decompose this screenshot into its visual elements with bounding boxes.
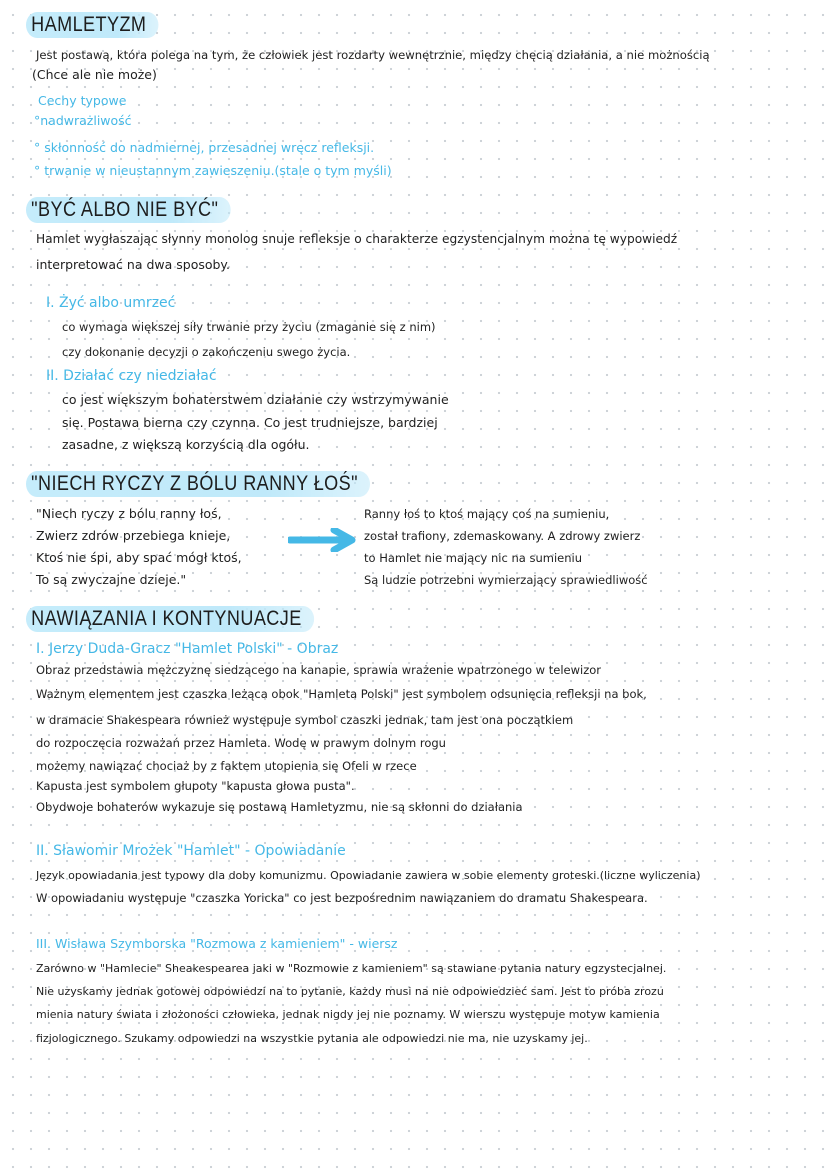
point-2-title: II. Działać czy niedziałać [46,368,217,384]
poem-line-4: To są zwyczajne dzieje." [36,572,187,587]
interpretation-line-4: Są ludzie potrzebni wymierzający sprawiedliwość [364,573,648,587]
section-1-line-2: Ważnym elementem jest czaszka leżąca obok "Hamleta Polski" jest symbolem odsunięcia refleksji na bok, [36,687,647,701]
byc-intro-line-1: Hamlet wygłaszając słynny monolog snuje refleksje o charakterze egzystencjalnym można tę wypowiedź [36,232,678,246]
point-2-line-1: co jest większym bohaterstwem działanie czy wstrzymywanie [62,392,449,407]
section-3-title: III. Wisława Szymborska "Rozmowa z kamieniem" - wiersz [36,936,398,951]
heading-niech-ryczy: "NIECH RYCZY Z BÓLU RANNY ŁOŚ" [26,471,370,497]
section-2-line-2: W opowiadaniu występuje "czaszka Yoricka" co jest bezpośrednim nawiązaniem do dramatu Shakespeara. [36,891,648,905]
heading-hamletyzm: HAMLETYZM [26,12,158,38]
interpretation-line-3: to Hamlet nie mający nic na sumieniu [364,551,583,565]
section-3-line-4: fizjologicznego. Szukamy odpowiedzi na wszystkie pytania ale odpowiedzi nie ma, nie uzyskamy jej. [36,1032,588,1045]
section-3-line-2: Nie uzyskamy jednak gotowej odpowiedzi na to pytanie, każdy musi na nie odpowiedzieć sam. Jest to próba zrozu [36,985,664,998]
section-1-title: I. Jerzy Duda-Gracz "Hamlet Polski" - Obraz [36,641,339,657]
features-title: Cechy typowe [38,93,127,108]
arrow-right-icon [288,528,358,552]
definition-line-2: (Chce ale nie może) [32,67,157,82]
poem-line-3: Ktoś nie śpi, aby spać mógł ktoś, [36,550,242,565]
feature-item-3: ° trwanie w nieustannym zawieszeniu.(stale o tym myśli) [34,163,392,178]
section-1-line-1: Obraz przedstawia mężczyznę siedzącego na kanapie, sprawia wrażenie wpatrzonego w telewizor [36,663,601,677]
point-1-line-1: co wymaga większej siły trwanie przy życiu (zmaganie się z nim) [62,320,436,334]
section-1-line-4: do rozpoczęcia rozważań przez Hamleta. Wodę w prawym dolnym rogu [36,736,446,750]
section-1-line-6: Kapusta jest symbolem głupoty "kapusta głowa pusta". [36,779,355,793]
heading-nawiazania: NAWIĄZANIA I KONTYNUACJE [26,606,314,632]
heading-byc-albo-nie-byc: "BYĆ ALBO NIE BYĆ" [26,197,230,223]
definition-line-1: Jest postawą, która polega na tym, że człowiek jest rozdarty wewnętrznie, między chęcią działania, a nie możnością [36,48,710,62]
feature-item-1: °nadwrażliwość [34,113,132,128]
section-1-line-3: w dramacie Shakespeara również występuje symbol czaszki jednak, tam jest ona początkiem [36,713,574,727]
section-1-line-5: możemy nawiązać chociaż by z faktem utopienia się Ofeli w rzece [36,759,417,773]
interpretation-line-2: został trafiony, zdemaskowany. A zdrowy zwierz [364,529,641,543]
poem-line-2: Zwierz zdrów przebiega knieje, [36,528,231,543]
section-3-line-1: Zarówno w "Hamlecie" Sheakespearea jaki w "Rozmowie z kamieniem" są stawiane pytania natury egzystecjalnej. [36,962,667,975]
point-2-line-3: zasadne, z większą korzyścią dla ogółu. [62,437,310,452]
point-1-line-2: czy dokonanie decyzji o zakończeniu swego życia. [62,345,351,359]
section-2-title: II. Sławomir Mrożek "Hamlet" - Opowiadanie [36,843,346,859]
point-2-line-2: się. Postawa bierna czy czynna. Co jest trudniejsze, bardziej [62,415,438,430]
poem-line-1: "Niech ryczy z bólu ranny łoś, [36,506,222,521]
section-2-line-1: Język opowiadania jest typowy dla doby komunizmu. Opowiadanie zawiera w sobie elementy groteski.(liczne wyliczenia) [36,869,701,882]
feature-item-2: ° skłonność do nadmiernej, przesadnej wręcz refleksji. [34,140,375,155]
byc-intro-line-2: interpretować na dwa sposoby. [36,257,231,272]
point-1-title: I. Żyć albo umrzeć [46,295,176,311]
interpretation-line-1: Ranny łoś to ktoś mający coś na sumieniu, [364,507,610,521]
section-3-line-3: mienia natury świata i złożoności człowieka, jednak nigdy jej nie poznamy. W wierszu występuje motyw kamienia [36,1008,660,1021]
section-1-line-7: Obydwoje bohaterów wykazuje się postawą Hamletyzmu, nie są skłonni do działania [36,800,523,814]
